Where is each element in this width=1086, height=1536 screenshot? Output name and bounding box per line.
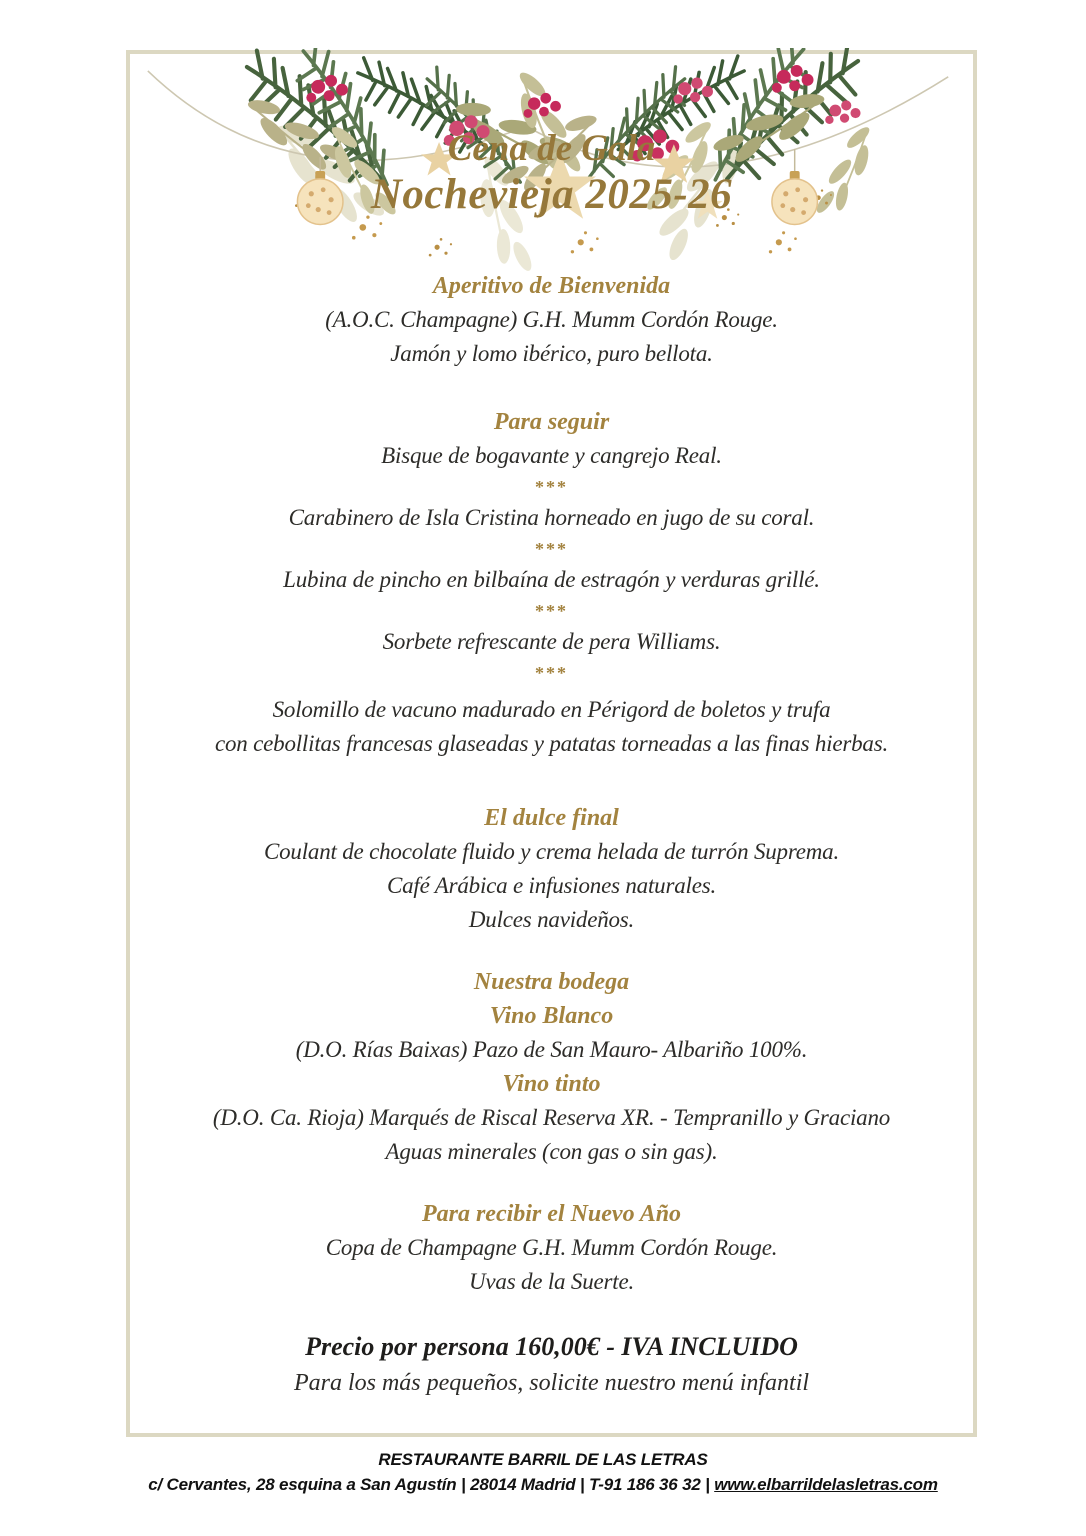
menu-title-line2: Nochevieja 2025-26 bbox=[370, 171, 733, 218]
gold-splatter-icon bbox=[571, 231, 599, 253]
restaurant-address: c/ Cervantes, 28 esquina a San Agustín | 28014 Madrid | T-91 186 36 32 | bbox=[148, 1475, 715, 1494]
menu-item: Solomillo de vacuno madurado en Périgord de boletos y trufa bbox=[272, 697, 831, 722]
menu-header bbox=[130, 54, 973, 269]
course-separator: *** bbox=[535, 601, 568, 621]
course-separator: *** bbox=[535, 663, 568, 683]
children-menu-note: Para los más pequeños, solicite nuestro menú infantil bbox=[293, 1370, 810, 1396]
menu-subheading: Vino tinto bbox=[502, 1071, 601, 1097]
restaurant-contact bbox=[0, 1472, 1086, 1498]
holly-berries-icon bbox=[825, 100, 860, 124]
website-link[interactable]: www.elbarrildelasletras.com bbox=[714, 1475, 938, 1494]
menu-heading: Para recibir el Nuevo Año bbox=[421, 1201, 682, 1227]
holly-berries-icon bbox=[306, 75, 348, 103]
menu-item: Sorbete refrescante de pera Williams. bbox=[382, 629, 721, 654]
menu-item: con cebollitas francesas glaseadas y patatas torneadas a las finas hierbas. bbox=[214, 731, 889, 756]
menu-item: Uvas de la Suerte. bbox=[468, 1269, 635, 1294]
menu-item: Copa de Champagne G.H. Mumm Cordón Rouge. bbox=[325, 1235, 778, 1260]
menu-item: Café Arábica e infusiones naturales. bbox=[386, 873, 717, 898]
menu-item: Dulces navideños. bbox=[468, 907, 635, 932]
menu-item: Bisque de bogavante y cangrejo Real. bbox=[381, 443, 722, 468]
menu-heading: Aperitivo de Bienvenida bbox=[432, 273, 671, 299]
menu-item: Coulant de chocolate fluido y crema helada de turrón Suprema. bbox=[263, 839, 840, 864]
menu-heading: Para seguir bbox=[493, 409, 610, 435]
menu-item: Carabinero de Isla Cristina horneado en jugo de su coral. bbox=[288, 505, 815, 530]
menu-item: (A.O.C. Champagne) G.H. Mumm Cordón Rouge. bbox=[325, 307, 778, 332]
menu-item: (D.O. Rías Baixas) Pazo de San Mauro- Albariño 100%. bbox=[295, 1037, 808, 1062]
gold-splatter-icon bbox=[769, 231, 797, 253]
gold-splatter-icon bbox=[429, 238, 452, 257]
menu-heading: Nuestra bodega bbox=[473, 969, 630, 995]
course-separator: *** bbox=[535, 539, 568, 559]
restaurant-name: RESTAURANTE BARRIL DE LAS LETRAS bbox=[378, 1450, 708, 1469]
course-separator: *** bbox=[535, 477, 568, 497]
menu-item: Jamón y lomo ibérico, puro bellota. bbox=[390, 341, 713, 366]
menu-item: Lubina de pincho en bilbaína de estragón y verduras grillé. bbox=[283, 567, 820, 592]
menu-item: Aguas minerales (con gas o sin gas). bbox=[385, 1139, 718, 1164]
menu-heading: El dulce final bbox=[484, 805, 619, 831]
menu-body bbox=[130, 269, 973, 1401]
menu-title-line1: Cena de Gala bbox=[447, 128, 656, 169]
page-footer bbox=[0, 1447, 1086, 1498]
menu-item: (D.O. Ca. Rioja) Marqués de Riscal Reserva XR. - Tempranillo y Graciano bbox=[212, 1105, 891, 1130]
menu-subheading: Vino Blanco bbox=[489, 1003, 614, 1029]
menu-title bbox=[130, 126, 973, 219]
price-line: Precio por persona 160,00€ - IVA INCLUIDO bbox=[305, 1332, 798, 1361]
menu-border-frame bbox=[126, 50, 977, 1437]
